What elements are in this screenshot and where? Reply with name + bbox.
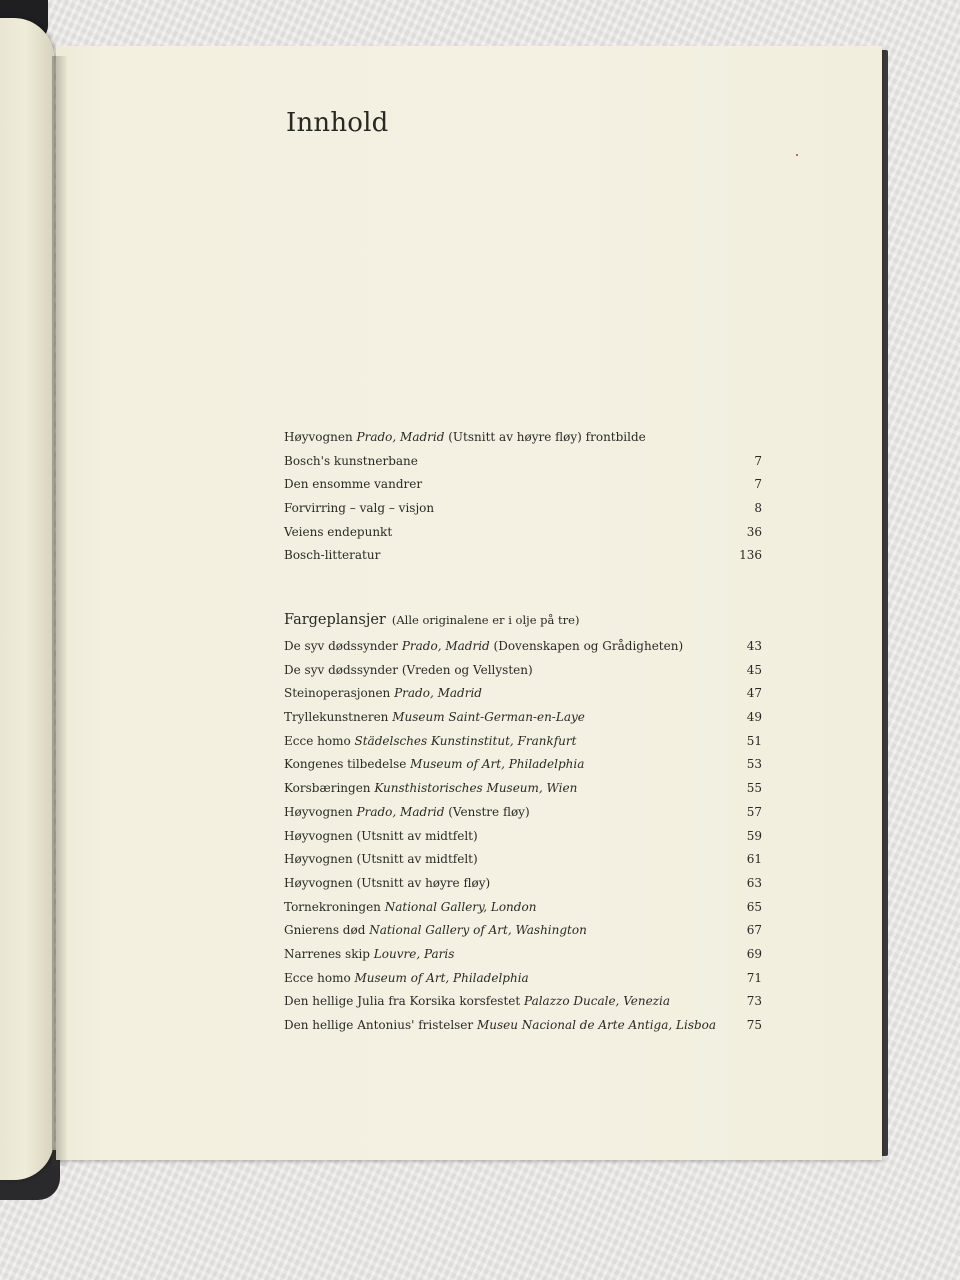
toc-entry-title bbox=[284, 947, 454, 961]
toc-entry-location: Städelsches Kunstinstitut, Frankfurt bbox=[354, 733, 577, 748]
toc-entry-location: National Gallery of Art, Washington bbox=[369, 923, 587, 938]
plates-heading bbox=[284, 612, 762, 639]
toc-main-list bbox=[284, 430, 762, 572]
toc-entry bbox=[284, 548, 762, 572]
toc-entry bbox=[284, 805, 762, 829]
toc-entry-title bbox=[284, 548, 380, 562]
toc-entry-title bbox=[284, 971, 529, 985]
page-speck bbox=[796, 154, 798, 156]
toc-entry-location: Museu Nacional de Arte Antiga, Lisboa bbox=[476, 1018, 717, 1032]
toc-entry-location: Museum of Art, Philadelphia bbox=[354, 970, 529, 985]
toc-entry-page-number: 61 bbox=[746, 852, 762, 867]
toc-entry-page-number: 51 bbox=[746, 733, 762, 748]
toc-entry-page-number: 73 bbox=[746, 994, 762, 1009]
toc-entry-page-number: 53 bbox=[746, 757, 762, 772]
toc-entry bbox=[284, 900, 762, 924]
toc-entry-text: Ecce homo bbox=[284, 970, 355, 985]
toc-entry-page-number: 7 bbox=[754, 477, 762, 492]
toc-entry bbox=[284, 971, 762, 995]
toc-entry-location: Palazzo Ducale, Venezia bbox=[524, 994, 670, 1009]
toc-entry-text: Steinoperasjonen bbox=[284, 686, 395, 701]
toc-entry-text: Ecce homo bbox=[284, 733, 355, 748]
toc-entry-page-number: 63 bbox=[746, 875, 762, 890]
left-page-edge bbox=[0, 18, 54, 1180]
toc-entry bbox=[284, 757, 762, 781]
toc-entry-text: Den hellige Julia fra Korsika korsfestet bbox=[284, 994, 525, 1009]
toc-entry-page-number: 65 bbox=[746, 899, 762, 914]
toc-entry-page-number: 55 bbox=[746, 781, 762, 796]
toc-entry bbox=[284, 663, 762, 687]
toc-entry-title bbox=[284, 876, 490, 890]
toc-entry bbox=[284, 852, 762, 876]
toc-entry-title bbox=[284, 663, 533, 677]
toc-entry bbox=[284, 994, 762, 1018]
toc-entry-text: De syv dødssynder (Vreden og Vellysten) bbox=[284, 662, 533, 677]
plates-heading-title: Fargeplansjer bbox=[284, 612, 386, 628]
toc-entry-text: Narrenes skip bbox=[284, 946, 374, 961]
toc-entry-title bbox=[284, 454, 418, 468]
page-gutter-shadow bbox=[52, 56, 68, 1166]
toc-entry-title bbox=[284, 781, 577, 795]
toc-entry-location: National Gallery, London bbox=[384, 899, 537, 914]
toc-entry-text: Den hellige Antonius' fristelser bbox=[284, 1018, 477, 1032]
toc-entry-page-number: 49 bbox=[746, 710, 762, 725]
toc-entry-location: Museum of Art, Philadelphia bbox=[410, 757, 585, 772]
toc-entry-location: Prado, Madrid bbox=[356, 430, 445, 444]
toc-entry-text: Kongenes tilbedelse bbox=[284, 757, 411, 772]
toc-entry-page-number: 8 bbox=[754, 501, 762, 516]
toc-entry-page-number: 7 bbox=[754, 453, 762, 468]
toc-entry-text: (Venstre fløy) bbox=[444, 804, 530, 819]
toc-entry bbox=[284, 430, 762, 454]
toc-entry bbox=[284, 710, 762, 734]
toc-entry-page-number: 47 bbox=[746, 686, 762, 701]
toc-entry-text: (Dovenskapen og Grådigheten) bbox=[489, 639, 684, 653]
toc-entry-location: Prado, Madrid bbox=[394, 686, 482, 701]
toc-entry-page-number: 57 bbox=[746, 804, 762, 819]
toc-entry-text: Forvirring – valg – visjon bbox=[284, 501, 435, 516]
toc-entry-title bbox=[284, 829, 478, 843]
toc-entry-text: Høyvognen (Utsnitt av midtfelt) bbox=[284, 828, 478, 843]
toc-entry-title bbox=[284, 477, 422, 491]
toc-entry bbox=[284, 829, 762, 853]
toc-entry-title bbox=[284, 852, 478, 866]
toc-entry-page-number: 69 bbox=[746, 946, 762, 961]
toc-entry-text: Korsbæringen bbox=[284, 781, 375, 796]
toc-entry bbox=[284, 781, 762, 805]
toc-entry-text: De syv dødssynder bbox=[284, 639, 402, 653]
toc-entry-title bbox=[284, 430, 646, 444]
toc-entry-title bbox=[284, 686, 482, 700]
plates-heading-note: (Alle originalene er i olje på tre) bbox=[391, 613, 580, 627]
toc-entry-page-number: 71 bbox=[746, 970, 762, 985]
toc-entry bbox=[284, 454, 762, 478]
toc-entry bbox=[284, 639, 762, 663]
toc-entry-title bbox=[284, 734, 576, 748]
toc-entry-page-number: 43 bbox=[746, 639, 762, 653]
toc-entry-text: Den ensomme vandrer bbox=[284, 477, 423, 492]
toc-entry bbox=[284, 876, 762, 900]
toc-entry bbox=[284, 923, 762, 947]
toc-entry-title bbox=[284, 710, 585, 724]
toc-entry-page-number: 67 bbox=[746, 923, 762, 938]
toc-entry-title bbox=[284, 639, 683, 653]
toc-entry-page-number: 59 bbox=[746, 828, 762, 843]
toc-entry-text: Veiens endepunkt bbox=[284, 524, 393, 539]
toc-entry bbox=[284, 477, 762, 501]
toc-entry-title bbox=[284, 923, 587, 937]
toc-entry-page-number: 36 bbox=[746, 524, 762, 539]
toc-entry-text: Høyvognen bbox=[284, 430, 357, 444]
toc-entry-text: (Utsnitt av høyre fløy) frontbilde bbox=[444, 430, 646, 444]
toc-entry-page-number: 136 bbox=[739, 548, 762, 563]
toc-entry-page-number: 45 bbox=[746, 662, 762, 677]
toc-entry-text: Bosch's kunstnerbane bbox=[284, 453, 418, 468]
toc-entry bbox=[284, 501, 762, 525]
toc-entry-title bbox=[284, 501, 434, 515]
toc-entry bbox=[284, 686, 762, 710]
page-title: Innhold bbox=[286, 108, 389, 138]
toc-entry-title bbox=[284, 525, 392, 539]
toc-entry-page-number: 75 bbox=[746, 1018, 762, 1032]
toc-entry-text: Tornekroningen bbox=[284, 899, 385, 914]
toc-entry-text: Høyvognen (Utsnitt av høyre fløy) bbox=[284, 875, 491, 890]
toc-entry-location: Prado, Madrid bbox=[356, 804, 445, 819]
toc-entry-title bbox=[284, 1018, 716, 1032]
toc-entry-location: Louvre, Paris bbox=[373, 946, 455, 961]
toc-entry-text: Gnierens død bbox=[284, 923, 370, 938]
toc-entry-location: Kunsthistorisches Museum, Wien bbox=[374, 781, 578, 796]
toc-plates-list bbox=[284, 612, 762, 1042]
toc-entry bbox=[284, 947, 762, 971]
toc-entry bbox=[284, 734, 762, 758]
toc-entry-text: Bosch-litteratur bbox=[284, 548, 381, 563]
toc-entry-text: Tryllekunstneren bbox=[284, 710, 393, 725]
toc-entry-text: Høyvognen (Utsnitt av midtfelt) bbox=[284, 852, 478, 867]
toc-entry-title bbox=[284, 757, 584, 771]
toc-entry-text: Høyvognen bbox=[284, 804, 357, 819]
toc-entry bbox=[284, 525, 762, 549]
toc-entry-title bbox=[284, 805, 530, 819]
toc-entry-title bbox=[284, 900, 536, 914]
contents-page bbox=[56, 46, 882, 1160]
toc-entry-location: Prado, Madrid bbox=[401, 639, 490, 653]
toc-entry bbox=[284, 1018, 762, 1042]
toc-entry-location: Museum Saint-German-en-Laye bbox=[392, 710, 585, 725]
toc-entry-title bbox=[284, 994, 670, 1008]
